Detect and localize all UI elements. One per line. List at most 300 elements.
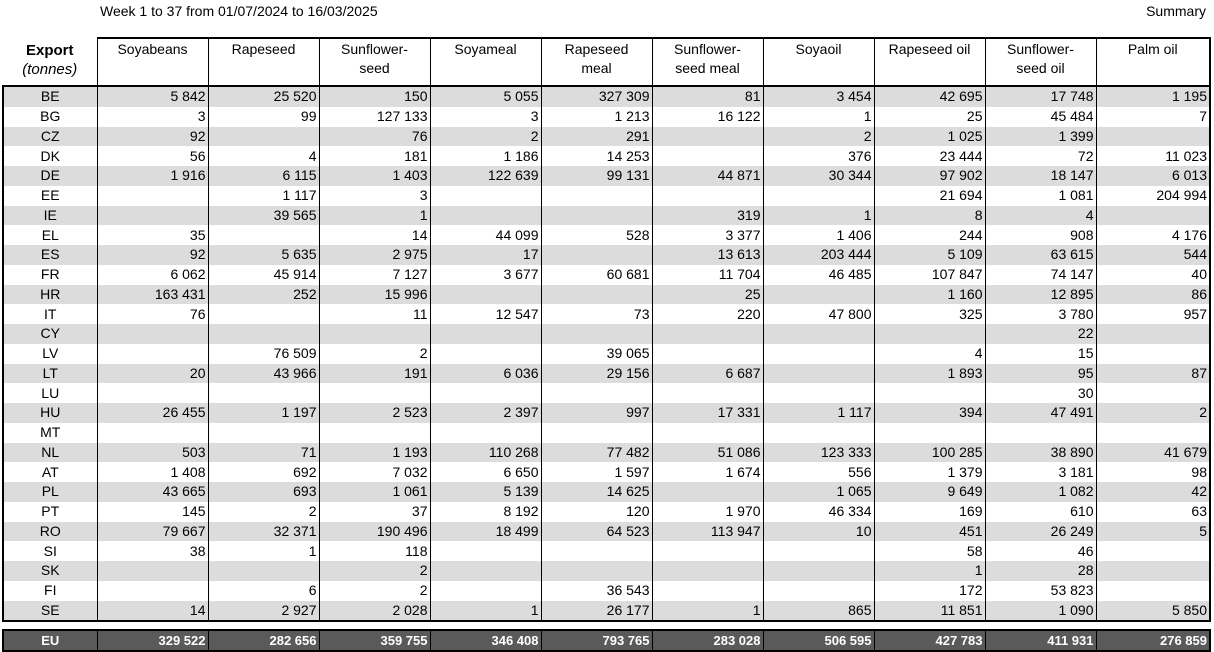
table-cell: 43 966 (208, 364, 319, 384)
table-cell: 1 408 (97, 462, 208, 482)
table-cell (319, 383, 430, 403)
table-cell (97, 581, 208, 601)
table-cell: 127 133 (319, 107, 430, 127)
table-cell: 908 (985, 225, 1096, 245)
table-row (3, 601, 1210, 622)
table-cell: 2 (763, 127, 874, 147)
export-table (2, 37, 1211, 652)
table-cell (652, 344, 763, 364)
table-cell: 13 613 (652, 245, 763, 265)
country-code: IE (3, 206, 97, 226)
table-cell: 4 176 (1096, 225, 1210, 245)
table-cell (430, 383, 541, 403)
country-code: DE (3, 166, 97, 186)
country-code: HR (3, 285, 97, 305)
table-cell: 4 (874, 344, 985, 364)
table-cell: 3 (319, 186, 430, 206)
column-header-line: Sunflower- (341, 41, 408, 57)
table-cell (97, 561, 208, 581)
column-header-line: Rapeseed (231, 41, 296, 57)
table-cell (874, 423, 985, 443)
table-cell (1096, 206, 1210, 226)
table-cell: 7 032 (319, 462, 430, 482)
table-cell: 556 (763, 462, 874, 482)
table-cell: 12 895 (985, 285, 1096, 305)
table-cell: 528 (541, 225, 652, 245)
table-cell: 997 (541, 403, 652, 423)
column-header (541, 38, 652, 86)
table-cell: 172 (874, 581, 985, 601)
table-cell: 64 523 (541, 522, 652, 542)
table-cell (319, 423, 430, 443)
table-cell: 14 625 (541, 482, 652, 502)
table-cell: 5 139 (430, 482, 541, 502)
table-cell: 1 674 (652, 462, 763, 482)
total-cell: 427 783 (874, 630, 985, 651)
table-cell (763, 581, 874, 601)
table-cell: 544 (1096, 245, 1210, 265)
table-cell: 20 (97, 364, 208, 384)
table-cell: 26 455 (97, 403, 208, 423)
table-cell: 107 847 (874, 265, 985, 285)
table-cell: 14 253 (541, 146, 652, 166)
table-cell: 12 547 (430, 304, 541, 324)
column-header (652, 38, 763, 86)
table-cell (541, 245, 652, 265)
country-code: FR (3, 265, 97, 285)
table-cell: 9 649 (874, 482, 985, 502)
spacer-cell (3, 621, 1210, 630)
table-row (3, 225, 1210, 245)
table-cell (1096, 423, 1210, 443)
table-cell (763, 186, 874, 206)
table-cell: 15 996 (319, 285, 430, 305)
table-cell: 4 (985, 206, 1096, 226)
table-cell: 76 (319, 127, 430, 147)
table-cell: 3 (97, 107, 208, 127)
table-cell: 1 186 (430, 146, 541, 166)
table-row (3, 364, 1210, 384)
table-cell (1096, 541, 1210, 561)
table-cell: 92 (97, 127, 208, 147)
table-cell: 16 122 (652, 107, 763, 127)
table-cell: 100 285 (874, 443, 985, 463)
table-cell: 41 679 (1096, 443, 1210, 463)
table-cell: 87 (1096, 364, 1210, 384)
table-cell: 2 523 (319, 403, 430, 423)
table-cell: 29 156 (541, 364, 652, 384)
table-cell: 3 377 (652, 225, 763, 245)
table-cell (1096, 344, 1210, 364)
table-cell: 76 (97, 304, 208, 324)
table-cell: 3 780 (985, 304, 1096, 324)
table-cell: 1 081 (985, 186, 1096, 206)
table-cell: 692 (208, 462, 319, 482)
table-cell: 1 117 (763, 403, 874, 423)
table-cell (541, 206, 652, 226)
table-row (3, 324, 1210, 344)
table-cell (97, 206, 208, 226)
table-row (3, 245, 1210, 265)
country-code: LU (3, 383, 97, 403)
table-cell: 28 (985, 561, 1096, 581)
table-cell (1096, 127, 1210, 147)
table-cell (652, 423, 763, 443)
country-code: DK (3, 146, 97, 166)
table-cell: 8 192 (430, 502, 541, 522)
country-code: MT (3, 423, 97, 443)
table-cell: 63 (1096, 502, 1210, 522)
table-cell (430, 285, 541, 305)
table-row (3, 403, 1210, 423)
table-cell (97, 186, 208, 206)
column-header-line: Rapeseed oil (888, 41, 971, 57)
table-cell: 169 (874, 502, 985, 522)
table-cell (208, 225, 319, 245)
table-cell (97, 324, 208, 344)
table-cell: 97 902 (874, 166, 985, 186)
country-code: AT (3, 462, 97, 482)
country-code: SE (3, 601, 97, 622)
column-header-line: seed (359, 60, 390, 76)
table-cell: 6 687 (652, 364, 763, 384)
table-cell: 203 444 (763, 245, 874, 265)
table-row (3, 344, 1210, 364)
table-cell (763, 383, 874, 403)
table-cell: 37 (319, 502, 430, 522)
table-cell (208, 127, 319, 147)
table-cell (97, 423, 208, 443)
table-cell: 7 127 (319, 265, 430, 285)
table-cell: 30 (985, 383, 1096, 403)
table-cell: 1 160 (874, 285, 985, 305)
table-cell: 3 454 (763, 86, 874, 107)
table-cell: 23 444 (874, 146, 985, 166)
table-cell: 191 (319, 364, 430, 384)
table-cell: 86 (1096, 285, 1210, 305)
table-cell: 11 704 (652, 265, 763, 285)
table-cell: 6 062 (97, 265, 208, 285)
total-row (3, 630, 1210, 651)
table-cell: 110 268 (430, 443, 541, 463)
table-cell: 5 635 (208, 245, 319, 265)
table-cell: 73 (541, 304, 652, 324)
table-cell: 113 947 (652, 522, 763, 542)
column-header-line: Soyaoil (795, 41, 842, 57)
table-row (3, 502, 1210, 522)
table-cell (652, 127, 763, 147)
table-cell: 4 (208, 146, 319, 166)
table-cell: 44 871 (652, 166, 763, 186)
total-cell: 506 595 (763, 630, 874, 651)
country-code: EE (3, 186, 97, 206)
country-code: SI (3, 541, 97, 561)
table-cell: 45 914 (208, 265, 319, 285)
country-code: FI (3, 581, 97, 601)
table-cell: 58 (874, 541, 985, 561)
table-cell (208, 561, 319, 581)
table-cell (763, 324, 874, 344)
table-row (3, 581, 1210, 601)
table-cell: 2 (319, 344, 430, 364)
table-cell: 150 (319, 86, 430, 107)
table-cell: 11 (319, 304, 430, 324)
total-cell: 282 656 (208, 630, 319, 651)
country-code: PL (3, 482, 97, 502)
table-row (3, 265, 1210, 285)
table-body (3, 86, 1210, 621)
country-code: NL (3, 443, 97, 463)
table-cell: 503 (97, 443, 208, 463)
table-row (3, 541, 1210, 561)
table-cell (208, 324, 319, 344)
table-cell: 56 (97, 146, 208, 166)
table-cell (1096, 383, 1210, 403)
table-cell: 30 344 (763, 166, 874, 186)
table-row (3, 383, 1210, 403)
table-cell: 47 491 (985, 403, 1096, 423)
table-cell: 38 (97, 541, 208, 561)
total-cell: 329 522 (97, 630, 208, 651)
table-cell: 92 (97, 245, 208, 265)
column-header (1096, 38, 1210, 86)
table-cell: 25 (874, 107, 985, 127)
table-cell: 77 482 (541, 443, 652, 463)
table-cell: 39 565 (208, 206, 319, 226)
table-cell: 1 403 (319, 166, 430, 186)
country-code: CY (3, 324, 97, 344)
table-cell: 1 970 (652, 502, 763, 522)
table-cell: 99 131 (541, 166, 652, 186)
table-cell: 204 994 (1096, 186, 1210, 206)
country-code: HU (3, 403, 97, 423)
table-cell (1096, 561, 1210, 581)
table-cell: 76 509 (208, 344, 319, 364)
table-cell: 1 (652, 601, 763, 622)
table-cell: 610 (985, 502, 1096, 522)
table-cell (319, 324, 430, 344)
table-cell: 18 147 (985, 166, 1096, 186)
table-cell (763, 423, 874, 443)
table-cell: 1 (874, 561, 985, 581)
table-cell: 63 615 (985, 245, 1096, 265)
column-header-line: Sunflower- (1007, 41, 1074, 57)
table-cell (430, 423, 541, 443)
table-cell: 22 (985, 324, 1096, 344)
table-cell: 451 (874, 522, 985, 542)
table-cell: 1 (763, 206, 874, 226)
table-cell (763, 364, 874, 384)
table-cell: 98 (1096, 462, 1210, 482)
column-header (208, 38, 319, 86)
table-cell: 5 842 (97, 86, 208, 107)
table-cell: 79 667 (97, 522, 208, 542)
table-cell: 71 (208, 443, 319, 463)
table-cell: 190 496 (319, 522, 430, 542)
table-cell: 1 399 (985, 127, 1096, 147)
table-cell: 43 665 (97, 482, 208, 502)
country-code: ES (3, 245, 97, 265)
table-cell (541, 561, 652, 581)
table-cell: 72 (985, 146, 1096, 166)
table-cell: 46 334 (763, 502, 874, 522)
table-cell: 1 893 (874, 364, 985, 384)
table-cell: 957 (1096, 304, 1210, 324)
table-cell: 122 639 (430, 166, 541, 186)
table-cell: 14 (319, 225, 430, 245)
table-cell: 220 (652, 304, 763, 324)
table-cell: 1 197 (208, 403, 319, 423)
table-cell: 2 927 (208, 601, 319, 622)
table-cell: 2 975 (319, 245, 430, 265)
column-header (763, 38, 874, 86)
corner-unit: (tonnes) (22, 61, 78, 78)
country-code: EL (3, 225, 97, 245)
table-cell (430, 541, 541, 561)
table-cell: 45 484 (985, 107, 1096, 127)
table-cell: 6 650 (430, 462, 541, 482)
table-cell: 145 (97, 502, 208, 522)
table-cell: 1 117 (208, 186, 319, 206)
country-code: BG (3, 107, 97, 127)
column-header-line: meal (581, 60, 612, 76)
table-cell: 252 (208, 285, 319, 305)
table-cell (652, 324, 763, 344)
table-row (3, 86, 1210, 107)
table-cell (874, 383, 985, 403)
table-cell (541, 383, 652, 403)
country-code: BE (3, 86, 97, 107)
table-cell: 14 (97, 601, 208, 622)
table-cell: 6 115 (208, 166, 319, 186)
column-header-line: seed oil (1016, 60, 1065, 76)
column-header-line: Palm oil (1127, 41, 1178, 57)
column-header (874, 38, 985, 86)
table-row (3, 206, 1210, 226)
table-row (3, 107, 1210, 127)
table-cell: 42 695 (874, 86, 985, 107)
country-code: CZ (3, 127, 97, 147)
table-cell (208, 383, 319, 403)
table-cell: 11 023 (1096, 146, 1210, 166)
country-code: LT (3, 364, 97, 384)
table-cell: 2 (430, 127, 541, 147)
table-cell: 32 371 (208, 522, 319, 542)
table-cell (430, 324, 541, 344)
table-cell: 1 065 (763, 482, 874, 502)
table-cell: 1 082 (985, 482, 1096, 502)
total-cell: 283 028 (652, 630, 763, 651)
table-cell: 5 850 (1096, 601, 1210, 622)
header-row (3, 38, 1210, 86)
table-cell: 5 (1096, 522, 1210, 542)
table-cell: 42 (1096, 482, 1210, 502)
table-row (3, 186, 1210, 206)
table-cell: 1 061 (319, 482, 430, 502)
table-cell: 327 309 (541, 86, 652, 107)
table-cell (763, 285, 874, 305)
table-cell (763, 561, 874, 581)
country-code: PT (3, 502, 97, 522)
table-cell: 11 851 (874, 601, 985, 622)
table-cell: 1 (319, 206, 430, 226)
country-code: LV (3, 344, 97, 364)
table-row (3, 522, 1210, 542)
column-header-line: Soyameal (454, 41, 517, 57)
table-cell: 3 181 (985, 462, 1096, 482)
table-cell: 6 013 (1096, 166, 1210, 186)
table-cell: 118 (319, 541, 430, 561)
table-cell (97, 344, 208, 364)
table-cell: 394 (874, 403, 985, 423)
table-cell: 17 (430, 245, 541, 265)
table-cell: 17 331 (652, 403, 763, 423)
table-cell: 1 213 (541, 107, 652, 127)
table-cell: 2 (319, 561, 430, 581)
table-cell: 51 086 (652, 443, 763, 463)
table-cell: 2 (208, 502, 319, 522)
total-cell: 276 859 (1096, 630, 1210, 651)
column-header-line: Soyabeans (117, 41, 188, 57)
table-cell: 5 055 (430, 86, 541, 107)
table-cell: 39 065 (541, 344, 652, 364)
table-cell: 865 (763, 601, 874, 622)
column-header-line: Rapeseed (564, 41, 629, 57)
table-cell: 693 (208, 482, 319, 502)
summary-label: Summary (1146, 3, 1206, 19)
table-cell (430, 186, 541, 206)
table-cell: 1 406 (763, 225, 874, 245)
total-cell: 359 755 (319, 630, 430, 651)
table-cell: 38 890 (985, 443, 1096, 463)
table-cell (652, 383, 763, 403)
country-code: IT (3, 304, 97, 324)
table-cell: 7 (1096, 107, 1210, 127)
table-cell: 244 (874, 225, 985, 245)
table-cell (763, 344, 874, 364)
table-row (3, 423, 1210, 443)
table-cell: 376 (763, 146, 874, 166)
table-cell: 74 147 (985, 265, 1096, 285)
column-header (985, 38, 1096, 86)
table-row (3, 146, 1210, 166)
table-cell: 47 800 (763, 304, 874, 324)
table-cell: 25 (652, 285, 763, 305)
table-cell (652, 581, 763, 601)
table-row (3, 127, 1210, 147)
country-code: RO (3, 522, 97, 542)
table-corner-header (3, 38, 97, 86)
table-cell: 21 694 (874, 186, 985, 206)
table-row (3, 482, 1210, 502)
table-cell: 120 (541, 502, 652, 522)
table-cell: 2 (319, 581, 430, 601)
table-footer (3, 621, 1210, 651)
table-row (3, 166, 1210, 186)
table-cell: 5 109 (874, 245, 985, 265)
table-cell (652, 146, 763, 166)
table-cell: 46 485 (763, 265, 874, 285)
table-cell: 325 (874, 304, 985, 324)
table-cell: 1 (763, 107, 874, 127)
table-cell: 1 597 (541, 462, 652, 482)
table-cell: 17 748 (985, 86, 1096, 107)
table-cell (652, 561, 763, 581)
table-cell (541, 541, 652, 561)
total-spacer (3, 621, 1210, 630)
table-cell (208, 423, 319, 443)
table-cell (208, 304, 319, 324)
